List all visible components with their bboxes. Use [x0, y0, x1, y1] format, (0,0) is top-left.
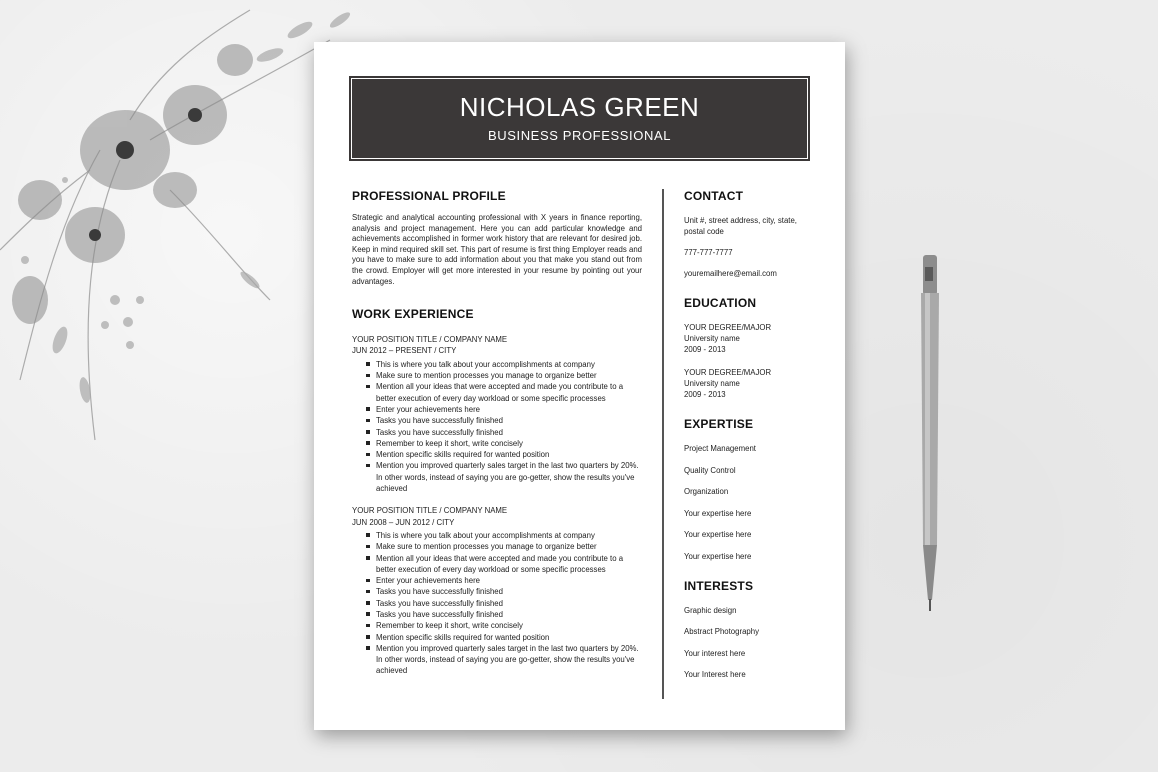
resume-name: NICHOLAS GREEN: [459, 92, 700, 122]
education-school: University name: [684, 334, 740, 343]
left-column: [352, 189, 642, 677]
job-entry: [352, 505, 642, 676]
expertise-item: Your expertise here: [684, 551, 752, 561]
bullet-item: Mention all your ideas that were accepted and made you contribute to a better execution of every day workload or some specific processes: [376, 553, 642, 576]
bullet-item: Tasks you have successfully finished: [376, 598, 642, 609]
education-entry: [684, 367, 814, 400]
education-degree: YOUR DEGREE/MAJOR: [684, 323, 772, 332]
job-bullets: [352, 530, 642, 677]
bullet-item: Make sure to mention processes you manage to organize better: [376, 370, 642, 381]
expertise-item: Your expertise here: [684, 508, 752, 518]
contact-phone: 777-777-7777: [684, 248, 733, 257]
bullet-item: Remember to keep it short, write concisely: [376, 620, 642, 631]
resume-title: BUSINESS PROFESSIONAL: [487, 128, 672, 143]
bullet-item: Make sure to mention processes you manage to organize better: [376, 541, 642, 552]
education-entry: [684, 322, 814, 355]
contact-email: youremailhere@email.com: [684, 269, 777, 278]
expertise-item: Quality Control: [684, 465, 736, 475]
job-bullets: [352, 359, 642, 495]
profile-text: Strategic and analytical accounting professional with X years in finance reporting, analysis and project management. Here you can add particular knowledge and achievements accomplished in former work history that are relevant for desired job. Keep in mind required skill set. This part of resume is first thing Employer reads and you have to make sure to add information about you that make you stand out from the crowd. Employer will get more interested in your resume by pointing out your advantages.: [352, 213, 642, 286]
education-years: 2009 - 2013: [684, 390, 726, 399]
interest-item: Graphic design: [684, 605, 737, 615]
expertise-item: Your expertise here: [684, 530, 752, 539]
bullet-item: Mention you improved quarterly sales target in the last two quarters by 20%. In other words, instead of saying you are go-getter, show the results you've achieved: [376, 460, 642, 494]
experience-heading: WORK EXPERIENCE: [352, 307, 474, 322]
education-school: University name: [684, 379, 740, 388]
bullet-item: Mention specific skills required for wanted position: [376, 632, 642, 643]
job-position: YOUR POSITION TITLE / COMPANY NAME: [352, 335, 508, 345]
interest-item: Your Interest here: [684, 670, 746, 679]
bullet-item: Enter your achievements here: [376, 575, 642, 586]
bullet-item: Remember to keep it short, write concisely: [376, 438, 642, 449]
interest-item: Abstract Photography: [684, 627, 759, 636]
expertise-item: Organization: [684, 487, 729, 496]
bullet-item: This is where you talk about your accomplishments at company: [376, 530, 642, 541]
bullet-item: Enter your achievements here: [376, 404, 642, 415]
column-divider: [662, 189, 664, 699]
mechanical-pencil-illustration: [910, 255, 950, 615]
resume-header: [349, 76, 810, 161]
job-dates: JUN 2012 – PRESENT / CITY: [352, 346, 457, 356]
bullet-item: Mention all your ideas that were accepted and made you contribute to a better execution of every day workload or some specific processes: [376, 381, 642, 404]
bullet-item: Tasks you have successfully finished: [376, 427, 642, 438]
contact-address: Unit #, street address, city, state, postal code: [684, 216, 797, 236]
education-degree: YOUR DEGREE/MAJOR: [684, 368, 772, 377]
bullet-item: Mention specific skills required for wanted position: [376, 449, 642, 460]
education-years: 2009 - 2013: [684, 345, 726, 354]
contact-heading: CONTACT: [684, 189, 744, 203]
right-column: [684, 189, 814, 680]
bullet-item: Mention you improved quarterly sales target in the last two quarters by 20%. In other words, instead of saying you are go-getter, show the results you've achieved: [376, 643, 642, 677]
job-entry: [352, 334, 642, 494]
expertise-item: Project Management: [684, 444, 756, 453]
job-dates: JUN 2008 – JUN 2012 / CITY: [352, 517, 455, 527]
interests-heading: INTERESTS: [684, 578, 754, 593]
bullet-item: Tasks you have successfully finished: [376, 586, 642, 597]
bullet-item: This is where you talk about your accomplishments at company: [376, 359, 642, 370]
bullet-item: Tasks you have successfully finished: [376, 415, 642, 426]
expertise-heading: EXPERTISE: [684, 417, 754, 431]
expertise-list: [684, 443, 814, 562]
interests-list: [684, 605, 814, 681]
education-heading: EDUCATION: [684, 296, 757, 310]
interest-item: Your interest here: [684, 648, 746, 658]
job-position: YOUR POSITION TITLE / COMPANY NAME: [352, 506, 508, 516]
resume-page: [314, 42, 845, 730]
profile-heading: PROFESSIONAL PROFILE: [352, 189, 506, 203]
bullet-item: Tasks you have successfully finished: [376, 609, 642, 620]
